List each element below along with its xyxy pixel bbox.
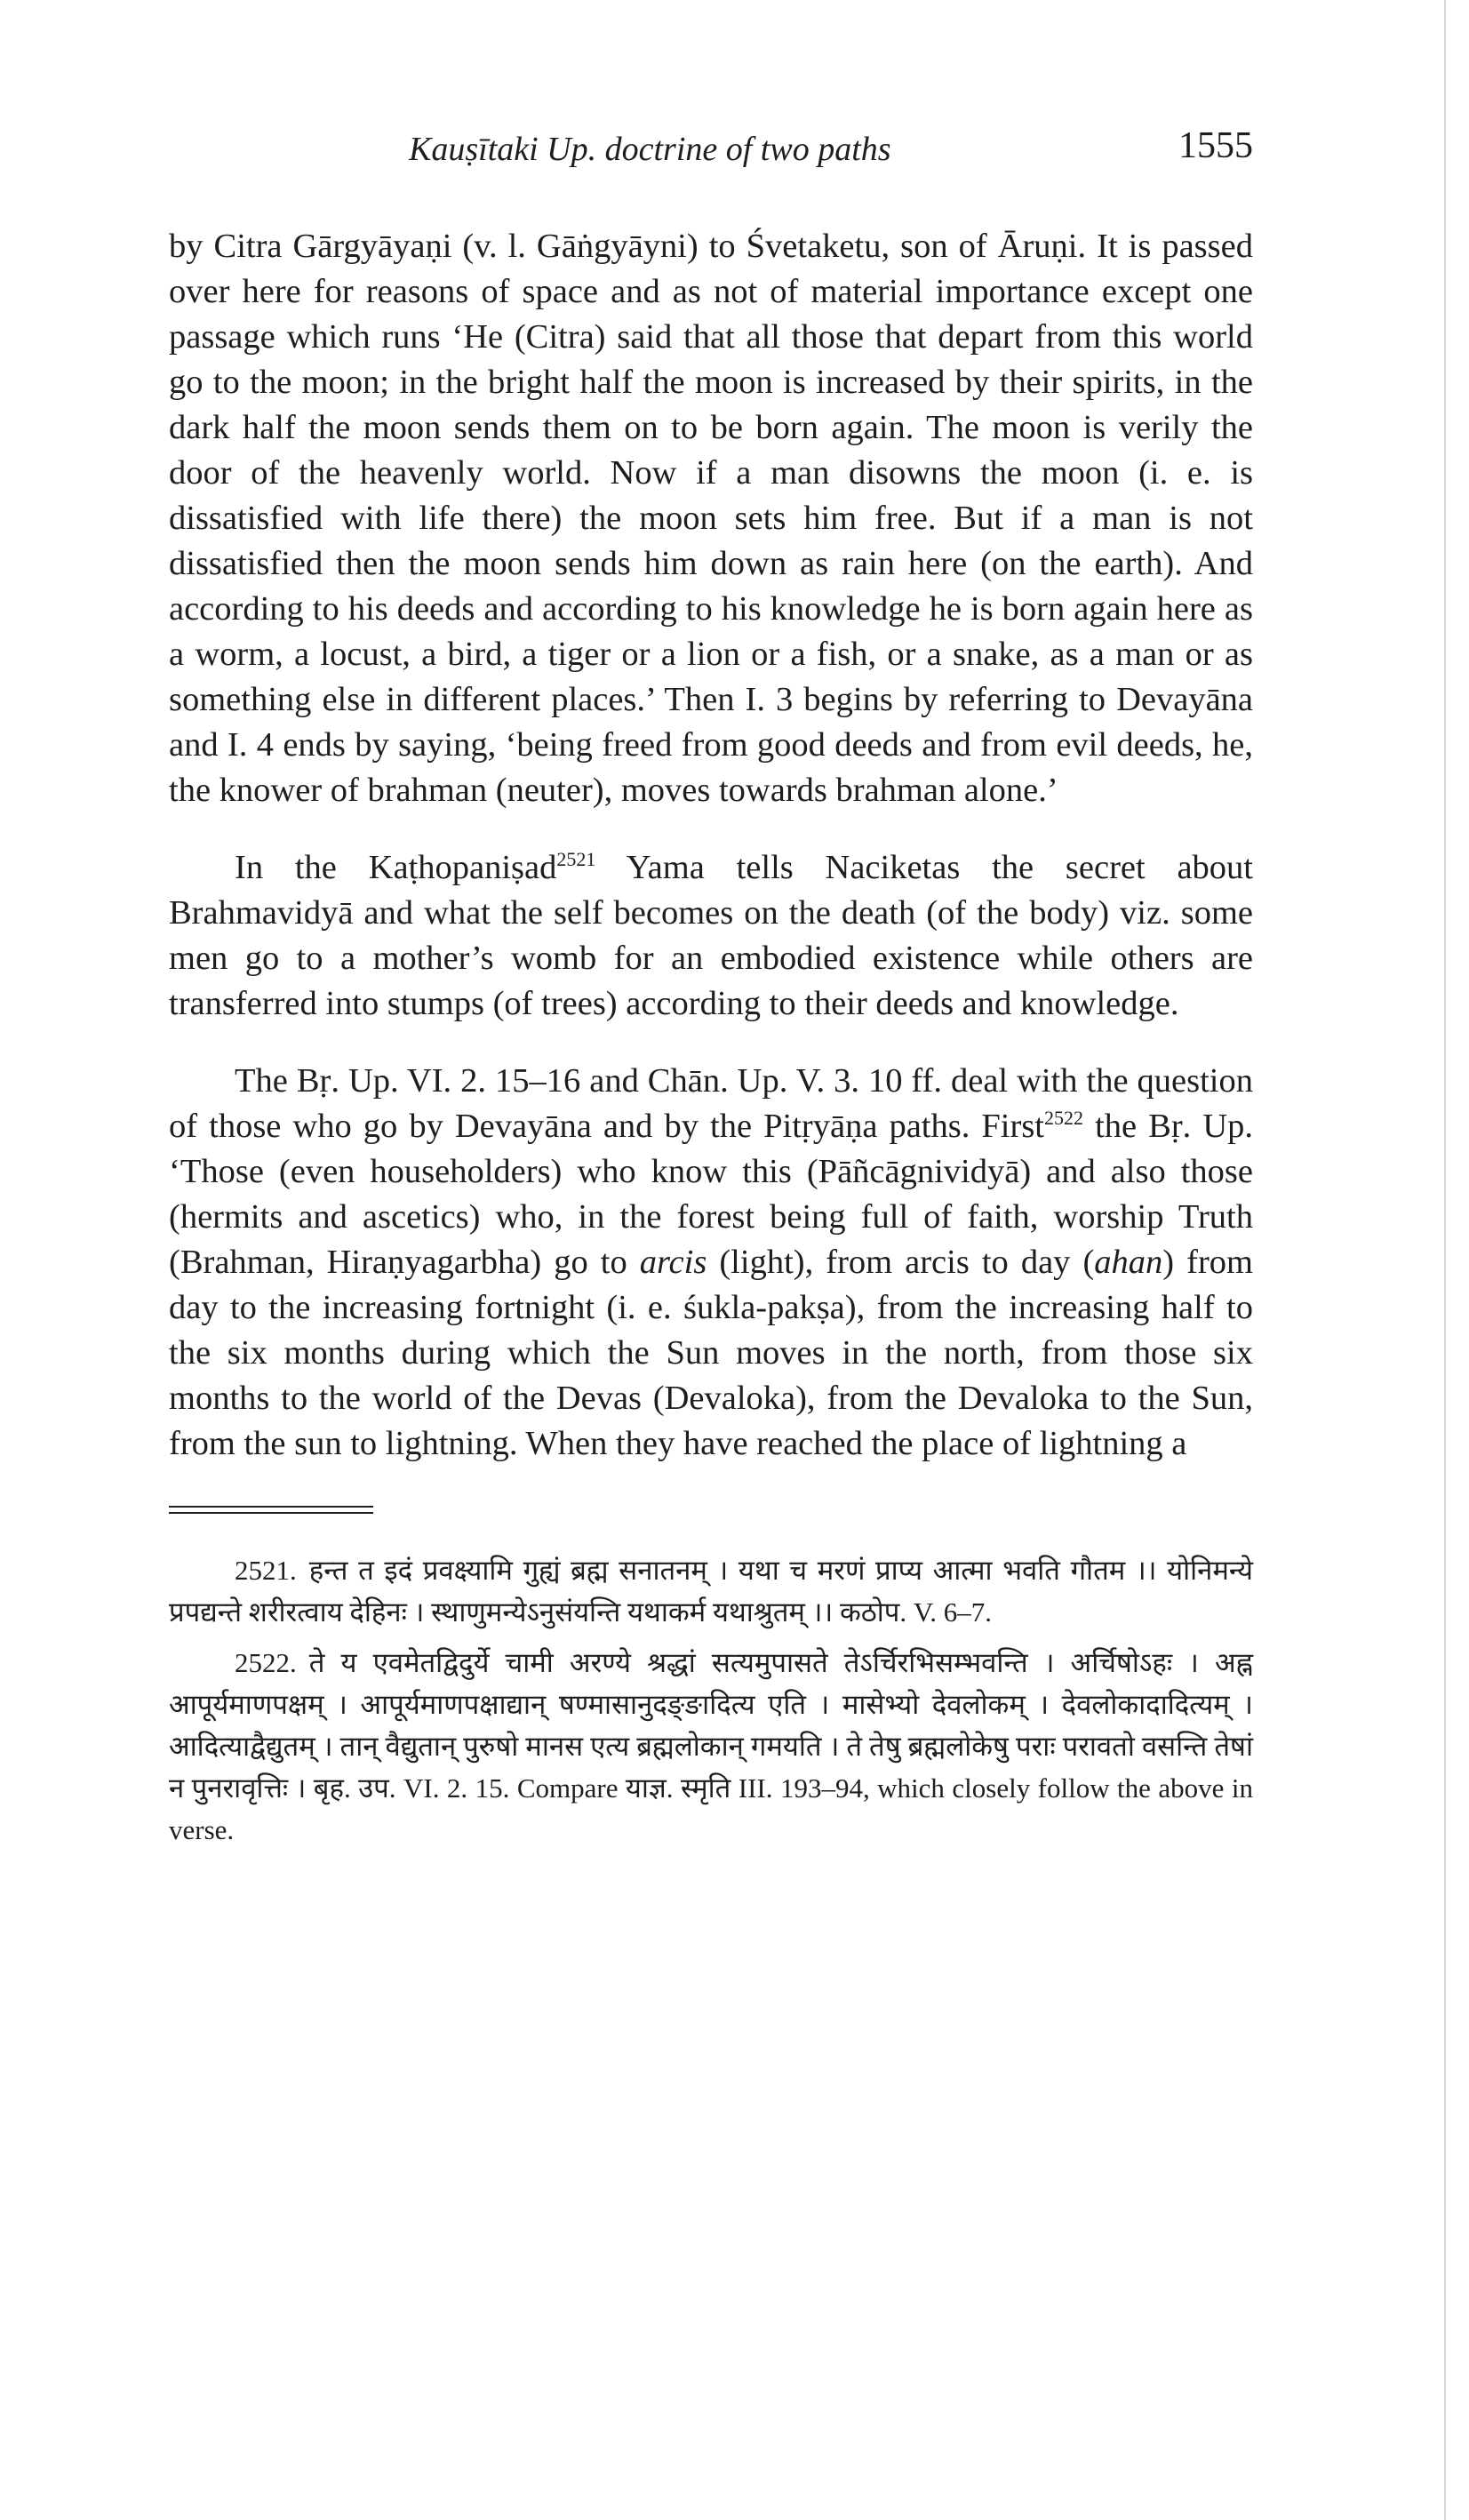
body-text — [169, 224, 1253, 1467]
paragraph-1: by Citra Gārgyāyaṇi (v. l. Gāṅgyāyni) to Śvetaketu, son of Āruṇi. It is passed over here for reasons of space and as not of material importance except one passage which runs ‘He (Citra) said that all those that depart from this world go to the moon; in the bright half the moon is increased by their spirits, in the dark half the moon sends them on to be born again. The moon is verily the door of the heavenly world. Now if a man disowns the moon (i. e. is dissatisfied with life there) the moon sets him free. But if a man is not dissatisfied then the moon sends him down as rain here (on the earth). And according to his deeds and according to his knowledge he is born again here as a worm, a locust, a bird, a tiger or a lion or a fish, or a snake, as a man or as something else in different places.’ Then I. 3 begins by referring to Devayāna and I. 4 ends by saying, ‘being freed from good deeds and from evil deeds, he, the knower of brahman (neuter), moves towards brahman alone.’ — [169, 228, 1253, 809]
footnote-2521 — [169, 1549, 1253, 1633]
paragraph-3-text-end: ) from day to the increasing fortnight (i. e. śukla-pakṣa), from the increasing half to the six months during which the Sun moves in the north, from those six months to the world of the Devas (Devaloka), from the Devaloka to the Sun, from the sun to lightning. When they have reached the place of lightning a — [169, 1244, 1253, 1462]
paragraph-3-text-middle-2: (light), from arcis to day ( — [707, 1244, 1095, 1281]
paragraph-3-text-start: The Bṛ. Up. VI. 2. 15–16 and Chān. Up. V. 3. 10 ff. deal with the question of those who go by Devayāna and by the Pitṛyāṇa paths. First — [169, 1062, 1253, 1145]
footnote-text: ते य एवमेतद्विदुर्ये चामी अरण्ये श्रद्धां सत्यमुपासते तेऽर्चिरभिसम्भवन्ति । अर्चिषोऽहः । अह्न आपूर्यमाणपक्षम् । आपूर्यमाणपक्षाद्यान् षण्मासानुदङ्ङादित्य एति । मासेभ्यो देवलोकम् । देवलोकादादित्यम् । आदित्याद्वैद्युतम् । तान् वैद्युतान् पुरुषो मानस एत्य ब्रह्मलोकान् गमयति । ते तेषु ब्रह्मलोकेषु पराः परावतो वसन्ति तेषां न पुनरावृत्तिः । बृह. उप. VI. 2. 15. Compare याज्ञ. स्मृति III. 193–94, which closely follow the above in verse. — [169, 1647, 1253, 1845]
footnote-separator — [169, 1506, 373, 1514]
paragraph-2 — [169, 845, 1253, 1027]
footnote-reference-2521: 2521 — [556, 848, 596, 871]
footnote-2522 — [169, 1642, 1253, 1851]
running-title: Kauṣītaki Up. doctrine of two paths — [409, 131, 891, 168]
page-number: 1555 — [1178, 125, 1253, 166]
footnote-reference-2522: 2522 — [1044, 1107, 1084, 1130]
paragraph-3-text-middle: the Bṛ. Up. ‘Those (even householders) who know this (Pāñcāgnividyā) and also those (hermits and ascetics) who, in the forest being full of faith, worship Truth (Brahman, Hiraṇyagarbha) go to — [169, 1108, 1253, 1281]
paragraph-2-text-start: In the Kaṭhopaniṣad — [235, 849, 557, 886]
footnote-number: 2522. — [235, 1647, 297, 1678]
running-head — [169, 116, 1253, 169]
page-edge-line — [1444, 0, 1446, 2520]
footnote-text: हन्त त इदं प्रवक्ष्यामि गुह्यं ब्रह्म सनातनम् । यथा च मरणं प्राप्य आत्मा भवति गौतम ।। योनिमन्ये प्रपद्यन्ते शरीरत्वाय देहिनः । स्थाणुमन्येऽनुसंयन्ति यथाकर्म यथाश्रुतम् ।। कठोप. V. 6–7. — [169, 1555, 1253, 1628]
paragraph-3 — [169, 1059, 1253, 1467]
footnote-number: 2521. — [235, 1555, 297, 1586]
paragraph-2-text-end: Yama tells Naciketas the secret about Brahmavidyā and what the self becomes on the death (of the body) viz. some men go to a mother’s womb for an embodied existence while others are transferred into stumps (of trees) according to their deeds and knowledge. — [169, 849, 1253, 1022]
term-ahan: ahan — [1094, 1244, 1163, 1281]
book-page — [169, 116, 1253, 1851]
term-arcis: arcis — [639, 1244, 707, 1281]
footnotes — [169, 1549, 1253, 1851]
